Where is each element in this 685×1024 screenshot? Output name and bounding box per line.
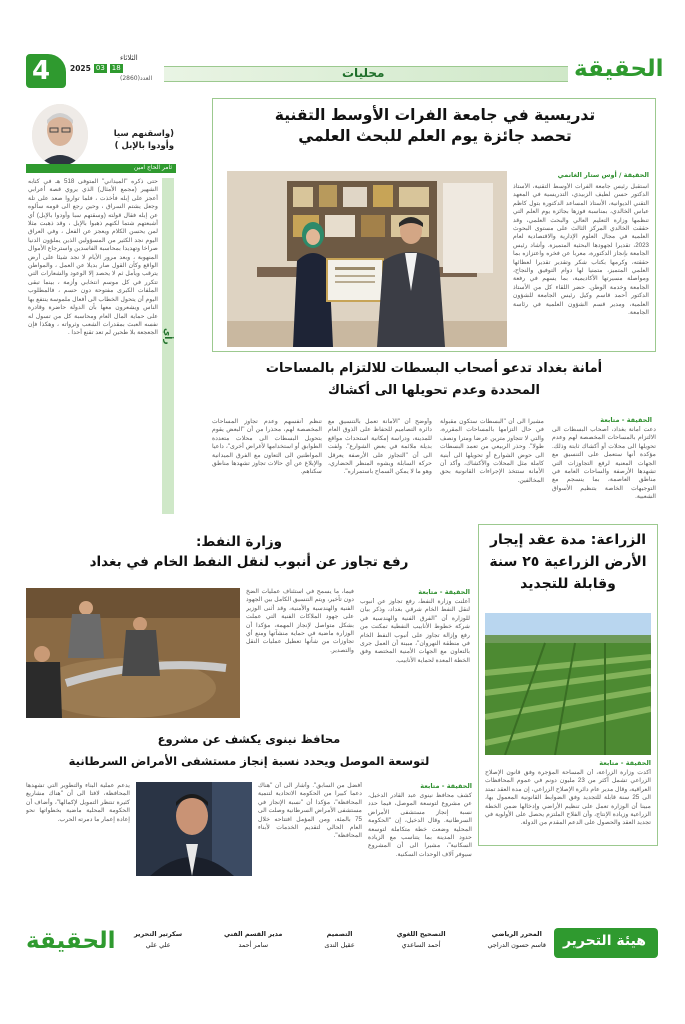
masthead [26,54,664,88]
opinion-title: (واسقنهم سيا وأودوا بالإبل ) [113,129,174,151]
board-member: المحرر الرياضي قاسم حسون الدراجي [487,930,546,949]
agriculture-headline: الزراعة: مدة عقد إيجار الأرض الزراعية ٢٥ سنة وقابلة للتجديد [489,532,647,592]
award-headline: تدريسية في جامعة الفرات الأوسط التقنية تحصد جائزة يوم العلم للبحث العلمي [274,106,596,145]
page-number-badge [26,54,66,88]
baghdad-article [212,356,656,524]
portrait-icon [32,104,88,166]
author-bar [26,164,176,173]
agriculture-photo [485,613,651,755]
board-members [134,930,546,958]
agriculture-article [478,524,658,846]
nineveh-col-1: كشف محافظ نينوى عبد القادر الدخيل، عن مشروع لتوسعة الموصل، فيما حدد نسبة إنجاز مستشفى الأمراض السرطانية. وقال الدخيل، إن "الحكومة المحلية وضعت خطة متكاملة لتوسعة حدود المدينة بما يتناسب مع الزيادة السكانية"، مشيرا الى أن المشروع سيوفر آلاف الوحدات السكنية. [368,792,472,858]
nineveh-article [26,724,472,920]
board-member: التصميم عقيل الندى [324,930,355,949]
baghdad-col-4: تنظم أنفسهم وعدم تجاوز المساحات المخصصة لهم، محذرا من أن "البعض يقوم بتحويل البسطات الى محلات متعددة الطوابق أو استخدامها لأغراض أخرى"، داعيا المواطنين الى التعاون مع الفرق الميدانية والإبلاغ عن أي حالات تجاوز تشهدها مناطق سكناهم. [212,418,322,476]
oil-col-2: فيما، ما يسمح في استئناف عمليات الضخ دون تأخير، ويتم التنسيق الكامل بين الجهود الفنية والهندسية والأمنية، وقد أثنى الوزير على جهود الملاكات الفنية التي عملت بشكل متواصل لإنجاز المهمة، مؤكدا أن الوزارة ماضية في حماية منشآتها ومنع أي تجاوزات من شأنها تعطيل عمليات النقل والتصدير. [246,588,354,654]
oil-photo [26,588,240,718]
baghdad-col-3: وأوضح أن "الأمانة تعمل بالتنسيق مع دائرة التصاميم للحفاظ على الذوق العام للمدينة، ودراسة إمكانية استحداث مواقع بديلة ملائمة في بعض الشوارع". ولفت الى أن "التجاوز على الأرصفة يعرقل حركة السابلة ويشوه المنظر الحضاري، وهو ما لا يمكن السماح باستمراره". [328,418,432,476]
pipeline-photo-image [26,588,240,718]
editorial-footer [26,926,658,960]
baghdad-headline: أمانة بغداد تدعو أصحاب البسطات للالتزام بالمساحات المحددة وعدم تحويلها الى أكشاك [265,361,603,398]
agriculture-body: أكدت وزارة الزراعة، أن المساحة المؤجرة وفق قانون الإصلاح الزراعي تشمل أكثر من 23 مليون دونم في عموم المحافظات العراقية، وقال مدير عام دائرة الإصلاح الزراعي، إن مدة العقد تمتد الى 25 سنة قابلة للتجديد وفق الضوابط القانونية المعمول بها، مبينا أن الوزارة تعمل على تنظيم الأراضي وإدخالها ضمن الخطة الزراعية وزيادة الإنتاج، وأن الفلاح الملتزم يحصل على الأولوية في تجديد العقد والحصول على الدعم المقدم من الدولة. [485,769,651,827]
board-member: التصحيح اللغوي أحمد الساعدي [396,930,446,949]
nineveh-photo [136,782,252,876]
baghdad-col-1: دعت أمانة بغداد، أصحاب البسطات الى الالتزام بالمساحات المخصصة لهم وعدم تحويلها الى محلات أو أكشاك ثابتة وذلك. مؤكدة أنها ستعمل على التنسيق مع الجهات المعنية لرفع التجاوزات التي تشهدها الأرصفة والساحات العامة في مناطق العاصمة، بما ينسجم مع التوجيهات الخاصة بتنظيم الأسواق الشعبية. [552,426,656,501]
author-name: ثامر الحاج امين [133,164,172,171]
board-member: مدير القسم الفني سامر أحمد [224,930,283,949]
governor-photo-image [136,782,252,876]
nineveh-headline: محافظ نينوى يكشف عن مشروع لتوسعة الموصل ويحدد نسبة إنجاز مستشفى الأمراض السرطانية [68,732,430,768]
newspaper-logo: الحقيقة [574,56,664,82]
nineveh-source: الحقيقة - متابعة [420,782,472,790]
author-photo [32,104,88,166]
oil-source: الحقيقة - متابعة [418,588,470,596]
field-photo-image [485,613,651,755]
baghdad-col-2: مشيرا الى أن "البسطات ستكون مقبولة في حال التزامها بالمساحات المقررة، والتي لا تتجاوز مترين عرضا ومترا ونصف طولا". وحذر الربيعي من تعمد البسطات الى حوض الشوارع أو تحويلها الى أبنية كاملة مثل المحلات والأكشاك، وأكد أن الأمانة ستتخذ الإجراءات القانونية بحق المخالفين. [440,418,544,484]
date-year: 2025 [70,64,91,73]
oil-headline: وزارة النفط: رفع تجاوز عن أنبوب لنقل النفط الخام في بغداد [89,534,409,570]
board-title: هيئة التحرير [562,933,646,949]
board-member: سكرتير التحرير علي علي [134,930,183,949]
issue-number: العدد(2860) [120,75,153,82]
award-article [212,98,656,352]
oil-article [26,532,472,720]
date-box [70,54,160,88]
section-title: محليات [342,66,385,80]
oil-col-1: أعلنت وزارة النفط، رفع تجاوز عن أنبوب لنقل النفط الخام شرقي بغداد، وذكر بيان للوزارة أن "الفرق الفنية والهندسية في شركة خطوط الأنابيب النفطية تمكنت من رفع وإزالة تجاوز على أنبوب النفط الخام في منطقة النهروان"، مبينة أن العمل جرى بالتعاون مع الجهات الأمنية المختصة وفق الخطة المعدة لحماية الأنابيب. [360,598,470,664]
baghdad-source: الحقيقة - متابعة [600,416,652,424]
award-photo-image [227,171,507,347]
nineveh-col-2: أفضل من السابق". وأشار الى أن "هناك دعما كبيرا من الحكومة الاتحادية لتنمية المحافظة"، مؤكدا أن "نسبة الإنجاز في مستشفى الأمراض السرطانية وصلت الى 75 بالمئة، ومن المؤمل افتتاحه خلال العام الحالي لتقديم الخدمات لأبناء المحافظة". [258,782,362,840]
section-bar [164,66,568,82]
award-source: الحقيقة / أوس ستار الغانمي [557,171,649,179]
page-number: 4 [32,56,51,86]
board-title-box [554,928,658,958]
issue-day: الثلاثاء [120,54,138,62]
award-photo [227,171,507,347]
opinion-body: حتى ذكره "الميداني" المتوفى 518 هـ في كتابه الشهير (مجمع الأمثال) الذي يروي قصة أعرابي أعجز على إبله فأخذت ، فلما تواروا صعد على تلة وجعل يشتم السراق ، وحين رجع الى قومه سألوه عن إبله فقال قولته (وسقتهم سبا وأودوا بالإبل) أي أشبعتهم شتما لكنهم ذهبوا بالإبل ، وقد ذهبت مثلا لمن يحسن الكلام ويعجز عن الفعل ، وفي العراق اليوم نجد الكثير من المسؤولين الذين يملؤون الدنيا صراخا وتهديدا بمحاسبة الفاسدين واسترجاع الأموال المنهوبة ، وبعد مرور الأيام لا نجد شيئا على أرض الواقع وكأن القول صار بديلا عن العمل ، والمواطن يترقب ويأمل ثم لا يحصد إلا الوعود والشعارات التي تتكرر في كل موسم انتخابي وأزمة ، بينما تبقى الملفات الكبرى مفتوحة دون حسم ، فالمطلوب اليوم أن يتحول الخطاب الى أفعال ملموسة ينتفع بها الناس ويشعرون معها بأن الدولة حاضرة وقادرة على حماية المال العام ومحاسبة كل من تسول له نفسه العبث بمقدرات الشعب وثرواته ، وهكذا فإن الجعجعة بلا طحين لم تعد تقنع أحدا . [28,178,158,337]
date-day: 18 [111,64,121,72]
award-body: استقبل رئيس جامعة الفرات الأوسط التقنية، الأستاذ الدكتور حسن لطيف الزبيدي، التدريسية في المعهد التقني الديوانية، الأستاذ المساعد الدكتورة بتول كاظم عباس الخالدي، بمناسبة فوزها بجائزة يوم العلم التي تنظمها وزارة التعليم العالي والبحث العلمي، وقد حققت الخالدي المركز الثالث على مستوى البحوث العلمية في مجال العلوم الإدارية والاقتصادية لعام 2023، تقديرا لجهودها البحثية المتميزة. وأشاد رئيس الجامعة بإنجاز الدكتورة، معربا عن فخره واعتزازه بما حققته، وكرمها بكتاب شكر وتقدير تقديرا لعطائها العلمي المتميز، متمنيا لها دوام التوفيق والنجاح، ومواصلة مسيرتها الأكاديمية، بما يسهم في رفعة الجامعة وخدمة الوطن. حضر اللقاء كل من الأستاذ الدكتور أحمد قاسم وكيل رئيس الجامعة للشؤون العلمية، ومدير قسم الشؤون العلمية في رئاسة الجامعة. [513,183,649,317]
opinion-label: رأي [162,328,172,345]
footer-logo: الحقيقة [26,928,116,954]
agriculture-source: الحقيقة - متابعة [599,759,651,767]
nineveh-col-3: يدعم عملية البناء والتطوير التي تشهدها المحافظة، لافتا الى أن "هناك مشاريع كثيرة تنتظر التمويل لإكمالها"، وأضاف أن الحكومة المحلية ماضية بخطواتها نحو إعادة إعمار ما دمرته الحرب. [26,782,130,823]
date-month: 03 [95,64,105,72]
